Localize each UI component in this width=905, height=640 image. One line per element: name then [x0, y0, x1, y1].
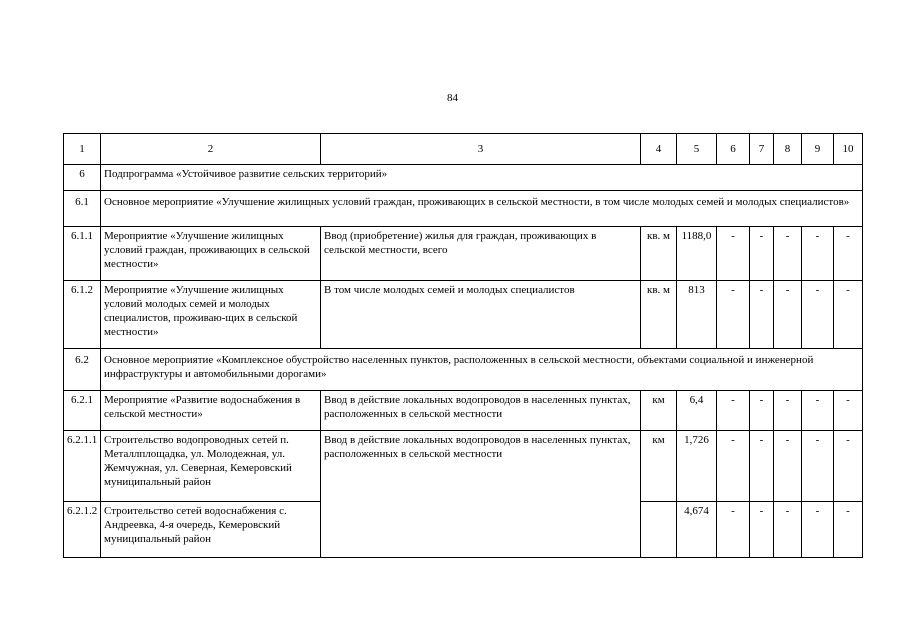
dash-cell: - — [717, 502, 750, 558]
header-cell: 6 — [717, 134, 750, 165]
dash-cell: - — [802, 391, 834, 431]
dash-cell: - — [834, 431, 863, 502]
indicator-cell: В том числе молодых семей и молодых специалистов — [321, 281, 641, 349]
dash-cell: - — [717, 227, 750, 281]
header-cell: 3 — [321, 134, 641, 165]
dash-cell: - — [834, 502, 863, 558]
value-cell: 813 — [677, 281, 717, 349]
row-number: 6.2.1.2 — [64, 502, 101, 558]
header-cell: 1 — [64, 134, 101, 165]
row-number: 6.2.1.1 — [64, 431, 101, 502]
row-number: 6.2.1 — [64, 391, 101, 431]
subprogram-row — [64, 165, 863, 191]
dash-cell: - — [774, 431, 802, 502]
header-row — [64, 134, 863, 165]
dash-cell: - — [750, 281, 774, 349]
unit-cell: кв. м — [641, 281, 677, 349]
dash-cell: - — [834, 227, 863, 281]
table-row — [64, 391, 863, 431]
subprogram-title: Подпрограмма «Устойчивое развитие сельских территорий» — [101, 165, 863, 191]
dash-cell: - — [750, 431, 774, 502]
indicator-cell: Ввод (приобретение) жилья для граждан, проживающих в сельской местности, всего — [321, 227, 641, 281]
unit-cell: кв. м — [641, 227, 677, 281]
event-cell: Мероприятие «Улучшение жилищных условий молодых семей и молодых специалистов, проживаю-щих в сельской местности» — [101, 281, 321, 349]
indicator-cell: Ввод в действие локальных водопроводов в населенных пунктах, расположенных в сельской местности — [321, 431, 641, 558]
header-cell: 5 — [677, 134, 717, 165]
dash-cell: - — [750, 227, 774, 281]
table-row — [64, 227, 863, 281]
dash-cell: - — [802, 227, 834, 281]
header-cell: 9 — [802, 134, 834, 165]
row-number: 6.1 — [64, 191, 101, 227]
value-cell: 1,726 — [677, 431, 717, 502]
unit-cell — [641, 502, 677, 558]
dash-cell: - — [750, 391, 774, 431]
dash-cell: - — [802, 502, 834, 558]
header-cell: 4 — [641, 134, 677, 165]
table-row — [64, 431, 863, 502]
table-row — [64, 281, 863, 349]
row-number: 6.2 — [64, 349, 101, 391]
dash-cell: - — [802, 431, 834, 502]
dash-cell: - — [717, 281, 750, 349]
indicators-table — [63, 133, 863, 558]
dash-cell: - — [834, 391, 863, 431]
value-cell: 6,4 — [677, 391, 717, 431]
dash-cell: - — [774, 227, 802, 281]
header-cell: 2 — [101, 134, 321, 165]
row-number: 6.1.2 — [64, 281, 101, 349]
main-activity-row — [64, 191, 863, 227]
row-number: 6.1.1 — [64, 227, 101, 281]
indicator-cell: Ввод в действие локальных водопроводов в населенных пунктах, расположенных в сельской местности — [321, 391, 641, 431]
dash-cell: - — [774, 502, 802, 558]
dash-cell: - — [750, 502, 774, 558]
dash-cell: - — [717, 391, 750, 431]
dash-cell: - — [774, 281, 802, 349]
main-activity-row — [64, 349, 863, 391]
header-cell: 8 — [774, 134, 802, 165]
dash-cell: - — [717, 431, 750, 502]
event-cell: Мероприятие «Развитие водоснабжения в сельской местности» — [101, 391, 321, 431]
unit-cell: км — [641, 431, 677, 502]
main-activity-title: Основное мероприятие «Комплексное обустройство населенных пунктов, расположенных в сельской местности, объектами социальной и инженерной инфраструктуры и автомобильными дорогами» — [101, 349, 863, 391]
value-cell: 1188,0 — [677, 227, 717, 281]
unit-cell: км — [641, 391, 677, 431]
value-cell: 4,674 — [677, 502, 717, 558]
dash-cell: - — [834, 281, 863, 349]
header-cell: 7 — [750, 134, 774, 165]
event-cell: Строительство сетей водоснабжения с. Андреевка, 4-я очередь, Кемеровский муниципальный район — [101, 502, 321, 558]
event-cell: Мероприятие «Улучшение жилищных условий граждан, проживающих в сельской местности» — [101, 227, 321, 281]
event-cell: Строительство водопроводных сетей п. Металлплощадка, ул. Молодежная, ул. Жемчужная, ул. Северная, Кемеровский муниципальный район — [101, 431, 321, 502]
row-number: 6 — [64, 165, 101, 191]
dash-cell: - — [774, 391, 802, 431]
main-activity-title: Основное мероприятие «Улучшение жилищных условий граждан, проживающих в сельской местности, в том числе молодых семей и молодых специалистов» — [101, 191, 863, 227]
header-cell: 10 — [834, 134, 863, 165]
dash-cell: - — [802, 281, 834, 349]
page-number: 84 — [447, 92, 458, 104]
